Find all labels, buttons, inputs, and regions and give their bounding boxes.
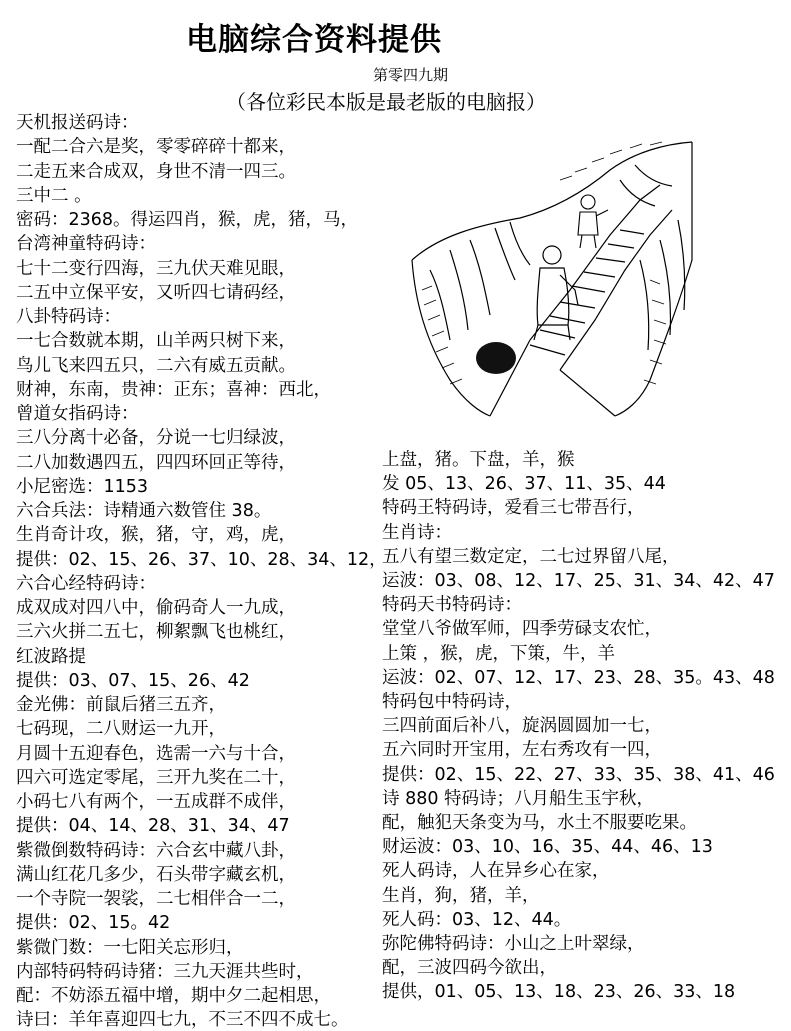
right-text-line: 死人码诗，人在异乡心在家， <box>382 861 610 882</box>
left-text-line: 六合兵法：诗精通六数管住 38。 <box>16 501 272 521</box>
right-text-line: 财运波：03、10、16、35、44、46、13 <box>382 837 713 858</box>
left-text-line: 二八加数遇四五，四四环回正等待， <box>16 452 296 473</box>
left-text-line: 月圆十五迎春色，选需一六与十合， <box>16 743 296 764</box>
right-text-line: 运波：02、07、12、17、23、28、35。43、48 <box>382 667 775 688</box>
right-text-line: 上策 ，猴，虎，下策，牛，羊 <box>382 643 616 664</box>
right-text-line: 五六同时开宝用，左右秀攻有一四， <box>382 740 662 761</box>
left-text-line: 一个寺院一袈裟，二七相伴合一二， <box>16 889 296 909</box>
left-text-line: 诗曰：羊年喜迎四七九，不三不四不成七。 <box>16 1010 349 1031</box>
right-text-line: 诗 880 特码诗；八月船生玉宇秋， <box>382 788 655 809</box>
left-text-line: 紫微倒数特码诗：六合玄中藏八卦， <box>16 840 296 861</box>
left-text-line: 二走五来合成双，身世不清一四三。 <box>16 161 296 182</box>
left-text-line: 满山红花几多少，石头带字藏玄机， <box>16 864 296 885</box>
right-text-line: 提供，01、05、13、18、23、26、33、18 <box>382 982 736 1003</box>
left-text-line: 四六可选定零尾，三开九奖在二十， <box>16 767 296 788</box>
right-text-line: 生肖，狗，猪，羊， <box>382 885 540 906</box>
right-text-line: 特码天书特码诗： <box>382 595 522 616</box>
left-text-line: 金光佛：前鼠后猪三五齐， <box>16 695 226 715</box>
left-text-line: 二五中立保平安，又听四七请码经， <box>16 282 296 303</box>
left-text-line: 三六火拼二五七，柳絮飘飞也桃红， <box>16 622 296 643</box>
right-text-line: 特码王特码诗，爱看三七带吾行， <box>382 498 645 519</box>
left-text-line: 小尼密选：1153 <box>16 476 149 497</box>
right-text-line: 堂堂八爷做军师，四季劳碌支农忙， <box>382 619 662 640</box>
right-text-line: 配，三波四码今欲出， <box>382 958 557 979</box>
left-text-line: 鸟儿飞来四五只，二六有威五贡献。 <box>16 355 296 376</box>
left-text-line: 提供：04、14、28、31、34、47 <box>16 816 290 837</box>
left-text-line: 成双成对四八中，偷码奇人一九成， <box>16 598 296 618</box>
left-text-line: 红波路提 <box>16 646 86 667</box>
right-text-line: 发 05、13、26、37、11、35、44 <box>382 474 666 495</box>
right-text-line: 上盘，猪。下盘，羊，猴 <box>382 450 575 470</box>
page-title: 电脑综合资料提供 <box>186 22 442 58</box>
left-text-line: 配：不妨添五福中增，期中夕二起相思， <box>16 986 331 1006</box>
left-text-line: 小码七八有两个，一五成群不成伴， <box>16 792 296 812</box>
left-text-line: 提供：02、15、26、37、10、28、34、12， <box>16 549 387 570</box>
left-text-line: 内部特码特码诗猪：三九天涯共些时， <box>16 961 314 982</box>
right-text-line: 弥陀佛特码诗：小山之上叶翠绿， <box>382 934 645 954</box>
left-text-line: 紫微门数：一七阳关忘形归， <box>16 937 244 958</box>
issue-number: 第零四九期 <box>373 66 449 84</box>
left-text-line: 一配二合六是奖，零零碎碎十都来， <box>16 137 296 158</box>
right-text-line: 死人码：03、12、44。 <box>382 909 572 930</box>
left-text-line: 八卦特码诗： <box>16 307 121 327</box>
left-text-line: 生肖奇计攻，猴，猪，守，鸡，虎， <box>16 525 296 546</box>
left-text-line: 一七合数就本期，山羊两只树下来， <box>16 331 296 352</box>
right-text-line: 提供：02、15、22、27、33、35、38、41、46 <box>382 764 775 785</box>
left-text-line: 六合心经特码诗： <box>16 573 156 594</box>
right-text-line: 生肖诗： <box>382 522 452 543</box>
left-text-line: 天机报送码诗： <box>16 113 139 133</box>
left-text-line: 财神，东南，贵神：正东；喜神：西北， <box>16 379 331 400</box>
left-text-line: 七十二变行四海，三九伏天难见眼， <box>16 258 296 279</box>
mountain-path-illustration <box>410 140 695 418</box>
right-text-line: 五八有望三数定定，二七过界留八尾， <box>382 546 680 567</box>
right-text-line: 配，触犯天条变为马，水土不服要吃果。 <box>382 813 697 833</box>
left-text-line: 台湾神童特码诗： <box>16 234 156 255</box>
left-text-line: 密码：2368。得运四肖，猴，虎，猪，马， <box>16 210 359 230</box>
page-subtitle: （各位彩民本版是最老版的电脑报） <box>226 90 546 114</box>
left-text-line: 三中二 。 <box>16 185 92 206</box>
left-text-line: 七码现，二八财运一九开， <box>16 719 226 740</box>
left-text-line: 三八分离十必备，分说一七归绿波， <box>16 428 296 449</box>
right-text-line: 特码包中特码诗， <box>382 692 522 712</box>
left-text-line: 提供：03、07、15、26、42 <box>16 670 250 691</box>
right-text-line: 三四前面后补八，旋涡圆圆加一七， <box>382 716 662 737</box>
left-text-line: 曾道女指码诗： <box>16 404 139 424</box>
right-text-line: 运波：03、08、12、17、25、31、34、42、47 <box>382 571 775 591</box>
left-text-line: 提供：02、15。42 <box>16 913 171 934</box>
